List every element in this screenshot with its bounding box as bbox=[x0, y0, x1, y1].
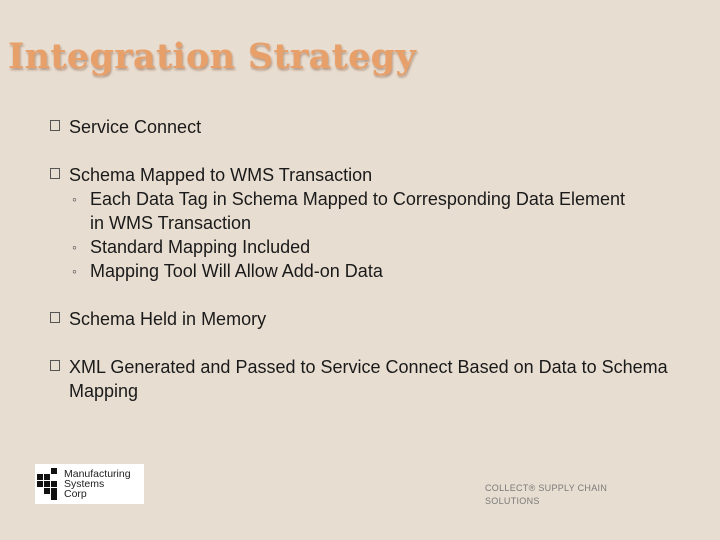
sub-bullet-item bbox=[69, 259, 689, 283]
sub-bullet-marker: ◦ bbox=[72, 239, 77, 255]
logo-line: Systems bbox=[64, 478, 105, 490]
slide-title: Integration Strategy bbox=[8, 36, 417, 77]
bullet-item bbox=[50, 115, 689, 139]
sub-bullet-text: Mapping Tool Will Allow Add-on Data bbox=[90, 261, 383, 281]
checkbox-square-icon bbox=[50, 120, 60, 131]
sub-bullet-marker: ◦ bbox=[72, 191, 77, 207]
checkbox-square-icon bbox=[50, 168, 60, 179]
logo-text bbox=[64, 469, 131, 499]
logo-line: Manufacturing bbox=[64, 468, 131, 480]
bullet-item bbox=[50, 307, 689, 331]
sub-bullet-item bbox=[69, 235, 689, 259]
footer-text: COLLECT® SUPPLY CHAIN SOLUTIONS bbox=[485, 483, 608, 506]
bullet-text: Schema Held in Memory bbox=[69, 309, 267, 329]
sub-bullet-text: Each Data Tag in Schema Mapped to Corresponding Data Element in WMS Transaction bbox=[90, 189, 625, 233]
bullet-text: Schema Mapped to WMS Transaction bbox=[69, 165, 373, 185]
sub-bullet-text: Standard Mapping Included bbox=[90, 237, 311, 257]
company-logo bbox=[35, 464, 144, 504]
checkbox-square-icon bbox=[50, 312, 60, 323]
bullet-text: XML Generated and Passed to Service Connect Based on Data to Schema Mapping bbox=[69, 357, 668, 401]
bullet-item bbox=[50, 355, 669, 403]
manufacturing-systems-logo-icon bbox=[37, 468, 61, 500]
sub-bullet-marker: ◦ bbox=[72, 263, 77, 279]
bullet-item bbox=[50, 163, 689, 283]
sub-bullet-item bbox=[69, 187, 630, 235]
bullet-text: Service Connect bbox=[69, 117, 202, 137]
checkbox-square-icon bbox=[50, 360, 60, 371]
logo-line: Corp bbox=[64, 488, 87, 500]
